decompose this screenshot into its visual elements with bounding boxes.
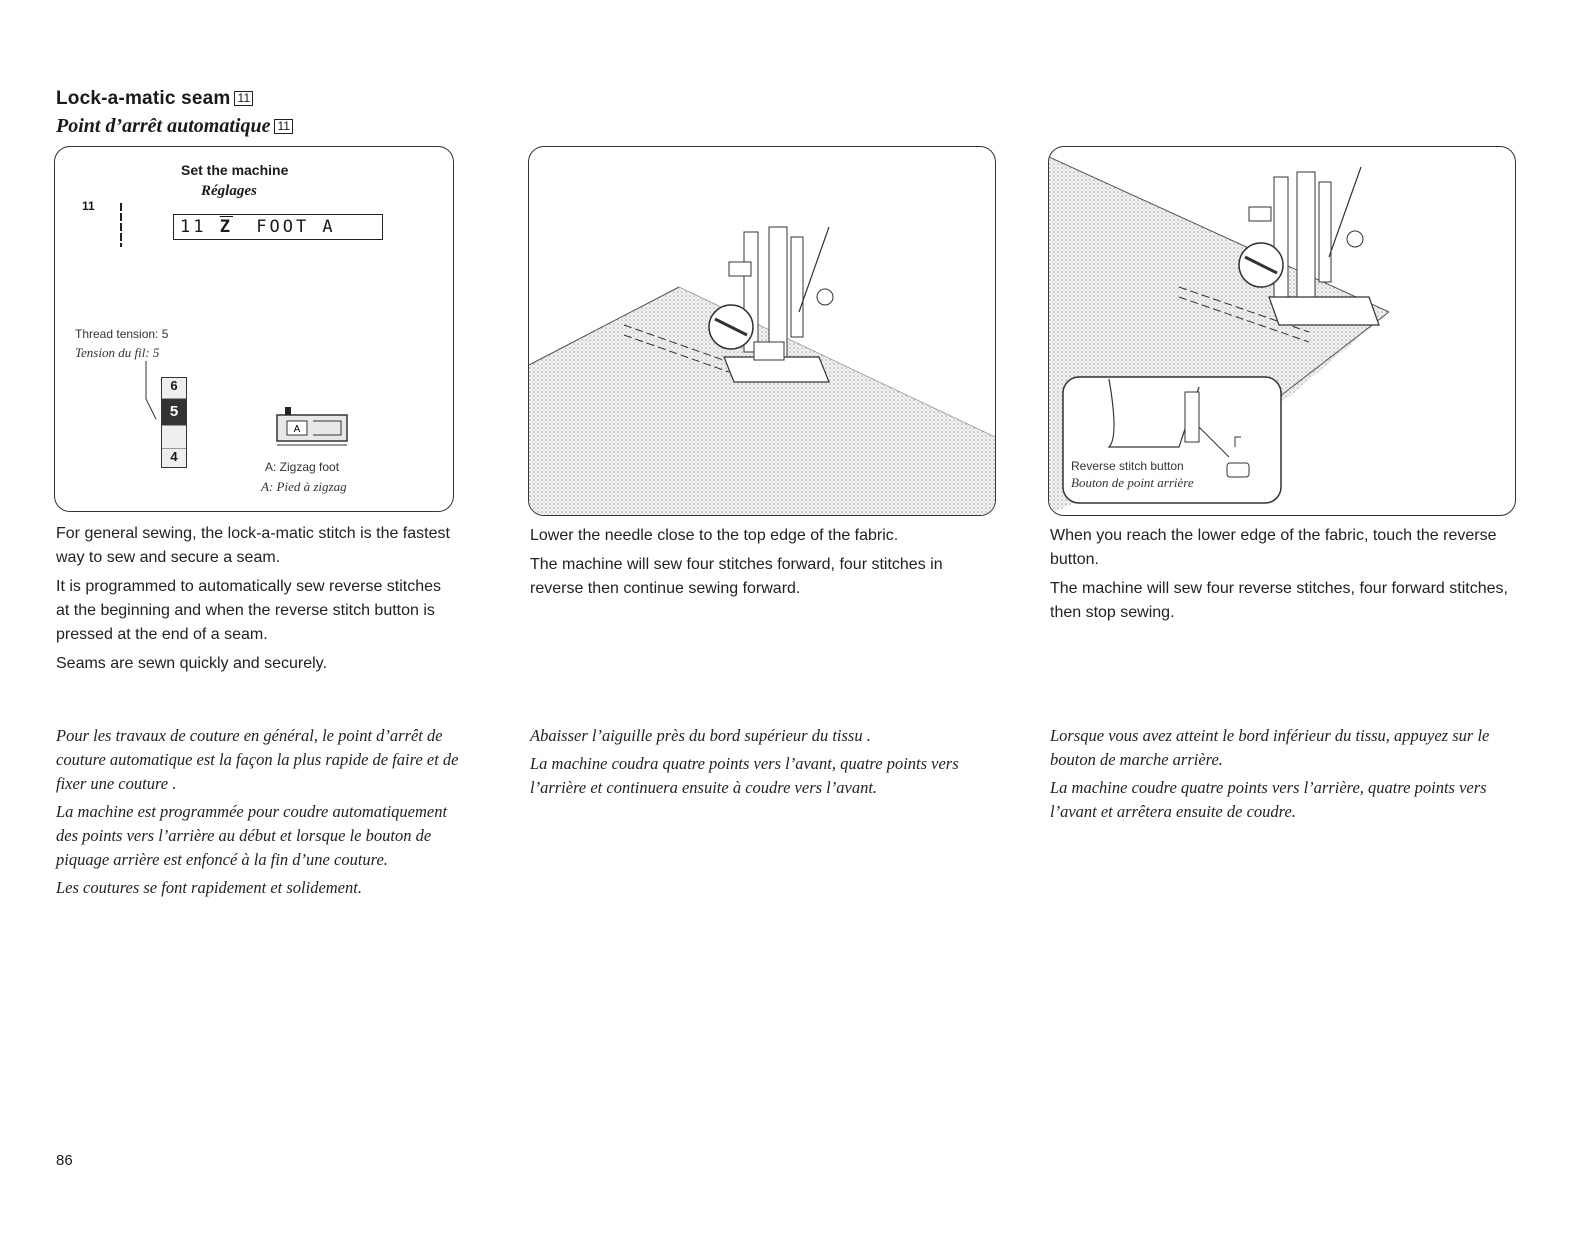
column2-english <box>530 524 992 606</box>
col1-en-para: For general sewing, the lock-a-matic stitch is the fastest way to sew and secure a seam. <box>56 525 450 566</box>
col3-fr-para: La machine coudre quatre points vers l’arrière, quatre points vers l’avant et arrêtera ensuite de coudre. <box>1050 778 1487 821</box>
reverse-label-en: Reverse stitch button <box>1071 459 1184 473</box>
foot-label-en: A: Zigzag foot <box>265 460 340 474</box>
col2-fr-para: La machine coudra quatre points vers l’avant, quatre points vers l’arrière et continuera ensuite à coudre vers l’avant. <box>530 754 959 797</box>
foot-letter: A <box>293 424 301 435</box>
lcd-pattern-number: 11 <box>180 217 207 237</box>
zigzag-foot-icon <box>273 405 353 455</box>
dial-value-top: 6 <box>162 378 186 399</box>
reverse-label-fr: Bouton de point arrière <box>1071 475 1194 490</box>
page-number: 86 <box>56 1152 73 1169</box>
sewing-foot-illustration <box>529 147 995 515</box>
dial-value-bottom: 4 <box>170 449 178 464</box>
dial-value-selected: 5 <box>162 399 186 426</box>
tension-label-fr: Tension du fil: 5 <box>75 345 160 360</box>
column2-french <box>530 724 992 804</box>
col1-fr-para: Pour les travaux de couture en général, le point d’arrêt de couture automatique est la façon la plus rapide de faire et de fixer une couture . <box>56 726 459 793</box>
lcd-zigzag-symbol: $\overline{Z}$ <box>219 217 233 237</box>
col1-en-para: It is programmed to automatically sew reverse stitches at the beginning and when the reverse stitch button is pressed at the end of a seam. <box>56 578 442 643</box>
tension-dial <box>161 377 187 468</box>
stitch-badge-fr: 11 <box>274 119 292 134</box>
column3-french <box>1050 724 1520 828</box>
col1-fr-para: Les coutures se font rapidement et solidement. <box>56 878 362 897</box>
title-fr-text: Point d’arrêt automatique <box>56 115 271 137</box>
reverse-illustration-panel <box>1048 146 1516 516</box>
foot-label-fr: A: Pied à zigzag <box>261 479 347 494</box>
col3-en-para: The machine will sew four reverse stitches, four forward stitches, then stop sewing. <box>1050 580 1508 621</box>
column1-english <box>56 522 456 681</box>
pattern-number: 11 <box>82 199 95 213</box>
lcd-foot-indicator: FOOT A <box>256 217 336 237</box>
col2-en-para: Lower the needle close to the top edge of the fabric. <box>530 527 899 544</box>
lcd-display <box>173 214 383 240</box>
tension-pointer <box>140 359 160 429</box>
column1-french <box>56 724 460 904</box>
needle-illustration-panel <box>528 146 996 516</box>
set-machine-en: Set the machine <box>181 162 289 178</box>
col3-en-para: When you reach the lower edge of the fabric, touch the reverse button. <box>1050 527 1497 568</box>
set-machine-fr: Réglages <box>201 183 257 199</box>
column3-english <box>1050 524 1520 630</box>
col1-fr-para: La machine est programmée pour coudre automatiquement des points vers l’arrière au début et lorsque le bouton de piquage arrière est enfoncé à la fin d’une couture. <box>56 802 448 869</box>
col3-fr-para: Lorsque vous avez atteint le bord inférieur du tissu, appuyez sur le bouton de marche arrière. <box>1050 726 1490 769</box>
page-title <box>56 88 253 110</box>
col2-fr-para: Abaisser l’aiguille près du bord supérieur du tissu . <box>530 726 871 745</box>
stitch-badge: 11 <box>234 91 253 106</box>
settings-panel <box>54 146 454 512</box>
col2-en-para: The machine will sew four stitches forward, four stitches in reverse then continue sewing forward. <box>530 556 943 597</box>
page-title-fr <box>56 115 293 138</box>
straight-stitch-icon <box>115 199 127 251</box>
tension-label-en: Thread tension: 5 <box>75 327 169 341</box>
title-en-text: Lock-a-matic seam <box>56 88 231 109</box>
col1-en-para: Seams are sewn quickly and securely. <box>56 655 327 672</box>
